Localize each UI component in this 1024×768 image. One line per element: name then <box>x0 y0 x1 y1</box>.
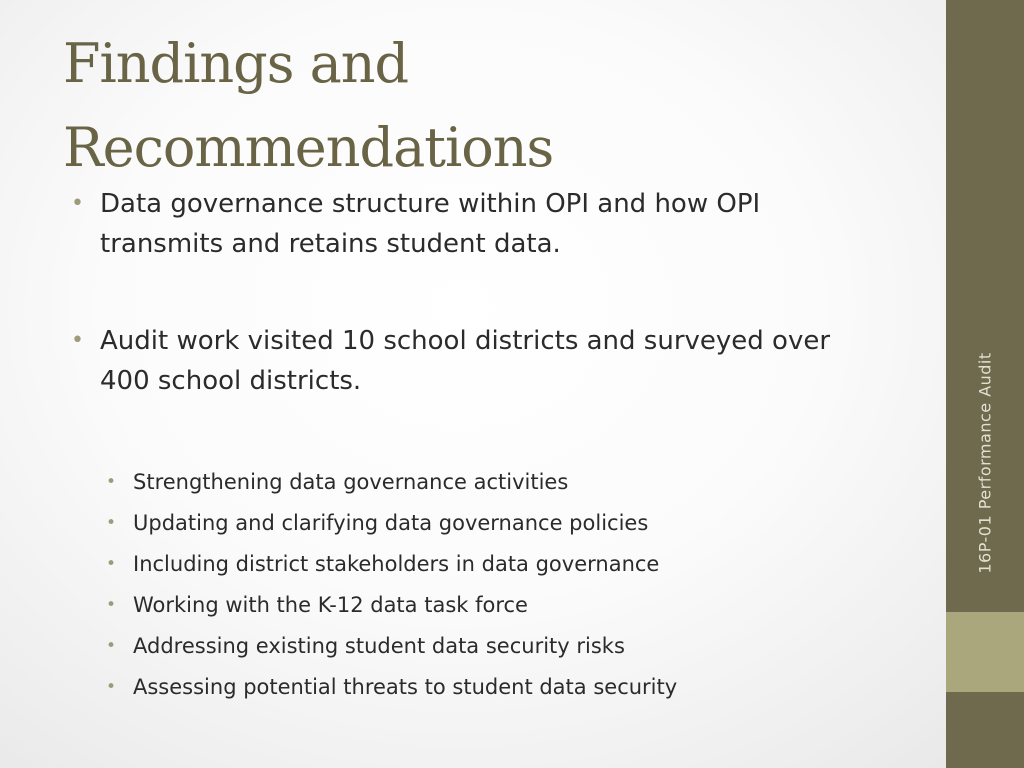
bullet-text-line-2: 400 school districts. <box>100 366 362 396</box>
sub-bullet-marker-icon: • <box>106 595 117 615</box>
sub-bullet-marker-icon: • <box>106 554 117 574</box>
sub-bullet-marker-icon: • <box>106 513 117 533</box>
sub-bullet-item <box>106 503 920 544</box>
bullet-marker-icon: • <box>71 191 84 216</box>
footer-label: 16P-01 Performance Audit <box>975 352 995 574</box>
title-line-2: Recommendations <box>63 116 554 179</box>
sub-bullet-text: Assessing potential threats to student data security <box>133 675 678 699</box>
sub-bullet-text: Addressing existing student data security risks <box>133 634 625 658</box>
sub-bullet-item <box>106 585 920 626</box>
bullet-text-line-1: Data governance structure within OPI and how OPI <box>100 189 761 219</box>
slide-title <box>63 22 923 190</box>
title-line-1: Findings and <box>63 32 409 95</box>
sub-bullet-text: Working with the K-12 data task force <box>133 593 528 617</box>
bullet-text-line-1: Audit work visited 10 school districts and surveyed over <box>100 326 831 356</box>
bullet-marker-icon: • <box>71 328 84 353</box>
sub-bullet-marker-icon: • <box>106 636 117 656</box>
sub-bullet-marker-icon: • <box>106 677 117 697</box>
sub-bullet-item <box>106 462 920 503</box>
slide-content <box>70 184 920 708</box>
bullet-audit-work <box>70 321 920 401</box>
sub-bullet-text: Updating and clarifying data governance policies <box>133 511 649 535</box>
sub-bullet-list <box>70 462 920 708</box>
sub-bullet-item <box>106 544 920 585</box>
sub-bullet-item <box>106 626 920 667</box>
sub-bullet-text: Including district stakeholders in data governance <box>133 552 660 576</box>
sub-bullet-item <box>106 667 920 708</box>
sub-bullet-marker-icon: • <box>106 472 117 492</box>
bullet-text-line-2: transmits and retains student data. <box>100 229 561 259</box>
bullet-data-governance <box>70 184 920 264</box>
sub-bullet-text: Strengthening data governance activities <box>133 470 569 494</box>
sidebar-accent-block <box>946 612 1024 692</box>
